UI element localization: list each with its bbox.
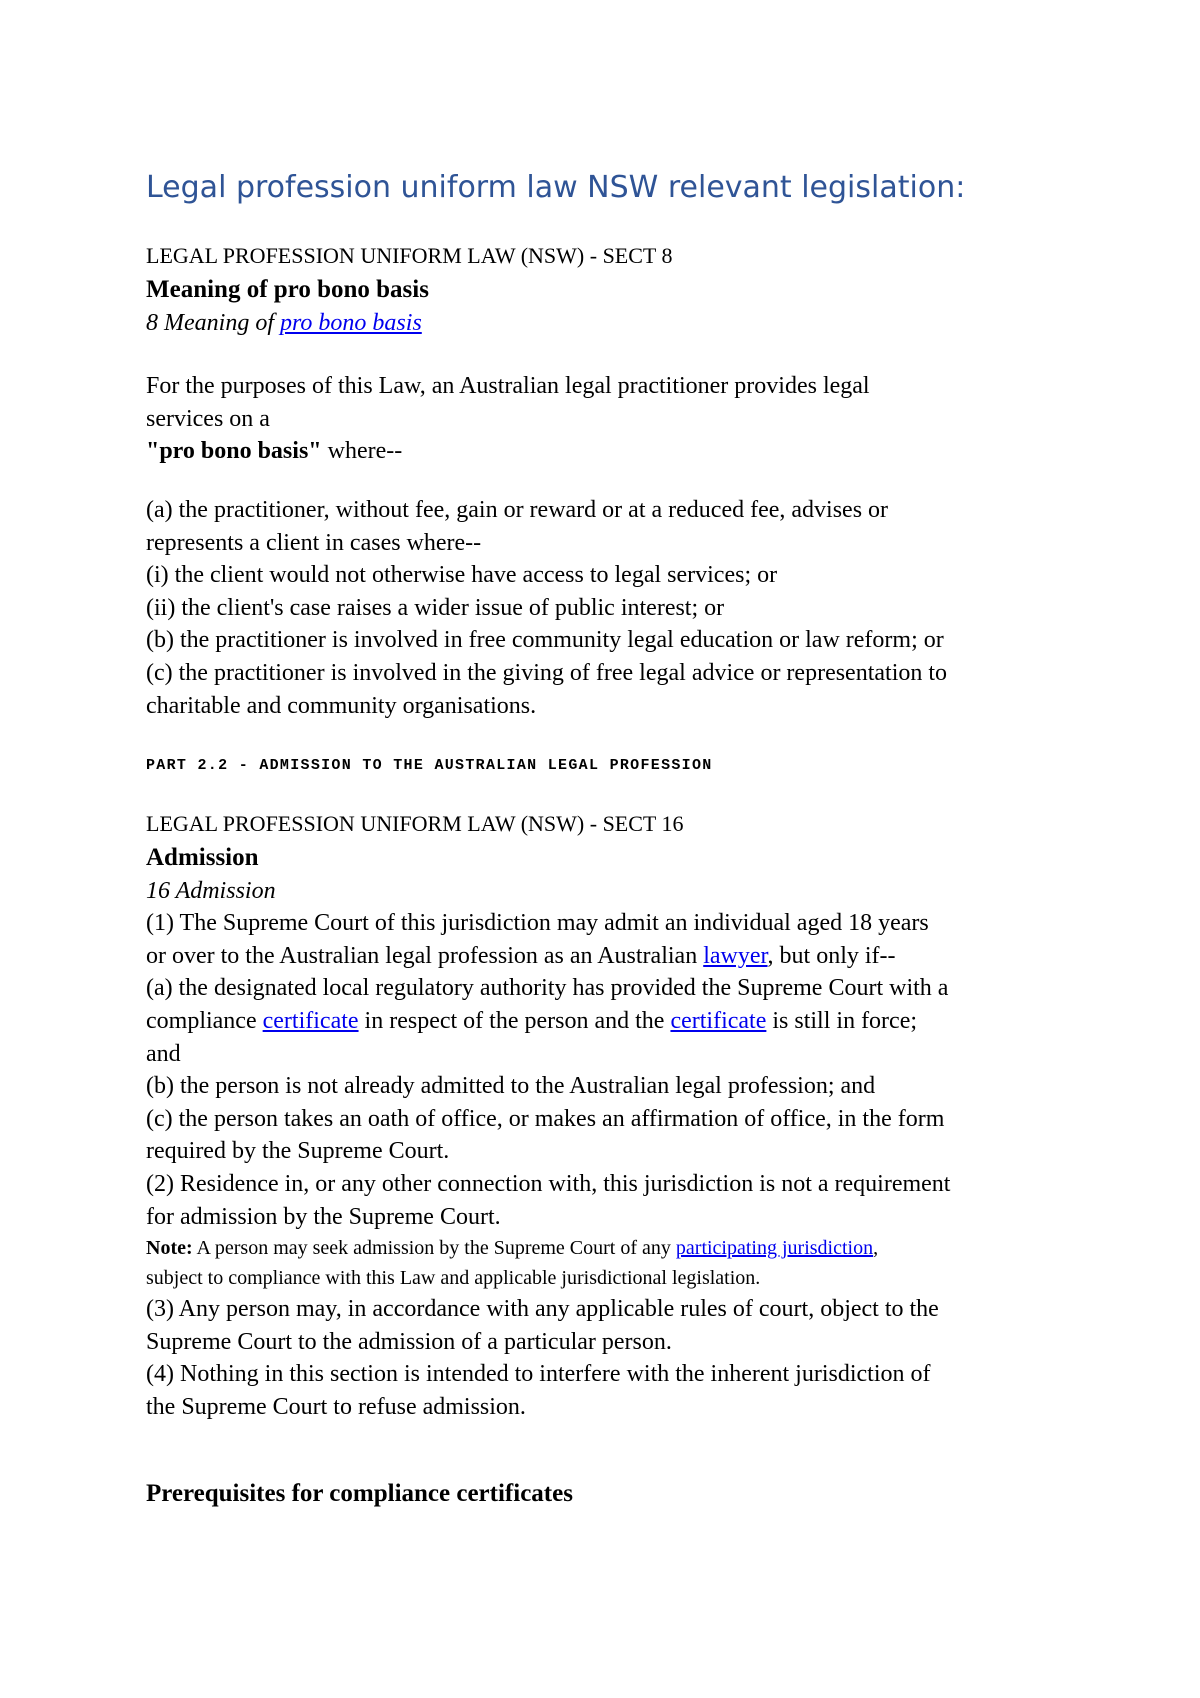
item-b: (b) the practitioner is involved in free community legal education or law reform; or: [146, 627, 944, 654]
para-c-line-2: required by the Supreme Court.: [146, 1138, 450, 1165]
section-8-items: [146, 494, 1076, 722]
subsection-3-line-1: (3) Any person may, in accordance with any applicable rules of court, object to the: [146, 1296, 939, 1323]
section-8-subheading: [146, 307, 1076, 340]
subsection-1-line-2: [146, 940, 1076, 973]
subsection-4-line-2: the Supreme Court to refuse admission.: [146, 1393, 526, 1420]
subsection-4-line-1: (4) Nothing in this section is intended to interfere with the inherent jurisdiction of: [146, 1361, 931, 1388]
para-c-line-1: (c) the person takes an oath of office, or makes an affirmation of office, in the form: [146, 1105, 945, 1132]
item-c-line-1: (c) the practitioner is involved in the giving of free legal advice or representation to: [146, 659, 948, 686]
term-pro-bono-basis: "pro bono basis": [146, 438, 322, 465]
section-16-subheading: 16 Admission: [146, 877, 276, 904]
certificate-link-1[interactable]: certificate: [262, 1007, 359, 1034]
item-i: (i) the client would not otherwise have access to legal services; or: [146, 562, 778, 589]
item-ii: (ii) the client's case raises a wider issue of public interest; or: [146, 594, 725, 621]
subsection-2-line-1: (2) Residence in, or any other connection with, this jurisdiction is not a requirement: [146, 1170, 951, 1197]
note-line-1-prefix: A person may seek admission by the Supreme Court of any: [192, 1237, 676, 1260]
lawyer-link[interactable]: lawyer: [703, 942, 768, 969]
pro-bono-basis-link[interactable]: pro bono basis: [279, 309, 422, 336]
note-line-1: [146, 1233, 1076, 1263]
subsection-3-line-2: Supreme Court to the admission of a particular person.: [146, 1328, 672, 1355]
item-a-line-2: represents a client in cases where--: [146, 529, 482, 556]
section-8-caption: LEGAL PROFESSION UNIFORM LAW (NSW) - SECT 8: [146, 243, 673, 268]
section-8-subheading-prefix: 8 Meaning of: [146, 309, 280, 336]
note-line-2: subject to compliance with this Law and applicable jurisdictional legislation.: [146, 1267, 761, 1290]
note-line-1-suffix: ,: [873, 1237, 879, 1260]
note-label: Note:: [146, 1237, 193, 1260]
part-2-2-heading: PART 2.2 - ADMISSION TO THE AUSTRALIAN LEGAL PROFESSION: [146, 757, 713, 774]
para-a-line-3: and: [146, 1040, 181, 1067]
section-16-caption: LEGAL PROFESSION UNIFORM LAW (NSW) - SECT 16: [146, 811, 684, 836]
section-8: [146, 240, 1076, 339]
subsection-1-line-1: (1) The Supreme Court of this jurisdiction may admit an individual aged 18 years: [146, 910, 929, 937]
document-title: Legal profession uniform law NSW relevant legislation:: [146, 170, 966, 205]
subsection-2-line-2: for admission by the Supreme Court.: [146, 1203, 501, 1230]
para-a-line-2-suffix: is still in force;: [766, 1007, 918, 1034]
intro-line-2: services on a: [146, 405, 270, 432]
para-a-line-1: (a) the designated local regulatory authority has provided the Supreme Court with a: [146, 975, 949, 1002]
para-a-line-2-mid: in respect of the person and the: [358, 1007, 671, 1034]
para-b: (b) the person is not already admitted to the Australian legal profession; and: [146, 1073, 876, 1100]
section-8-heading: Meaning of pro bono basis: [146, 275, 429, 303]
term-suffix: where--: [321, 438, 403, 465]
participating-jurisdiction-link[interactable]: participating jurisdiction: [675, 1237, 874, 1260]
para-a-line-2: [146, 1005, 1076, 1038]
subsection-1-line-2-suffix: , but only if--: [767, 942, 896, 969]
section-16: [146, 808, 1076, 1424]
section-16-heading: Admission: [146, 843, 259, 871]
intro-line-1: For the purposes of this Law, an Australian legal practitioner provides legal: [146, 373, 870, 399]
section-8-body: [146, 370, 1076, 468]
subsection-1-line-2-prefix: or over to the Australian legal profession as an Australian: [146, 942, 704, 969]
item-a-line-1: (a) the practitioner, without fee, gain or reward or at a reduced fee, advises or: [146, 497, 889, 523]
certificate-link-2[interactable]: certificate: [670, 1007, 767, 1034]
term-line: [146, 435, 1076, 468]
item-c-line-2: charitable and community organisations.: [146, 692, 537, 719]
para-a-line-2-prefix: compliance: [146, 1007, 263, 1034]
prerequisites-heading: Prerequisites for compliance certificates: [146, 1480, 573, 1507]
